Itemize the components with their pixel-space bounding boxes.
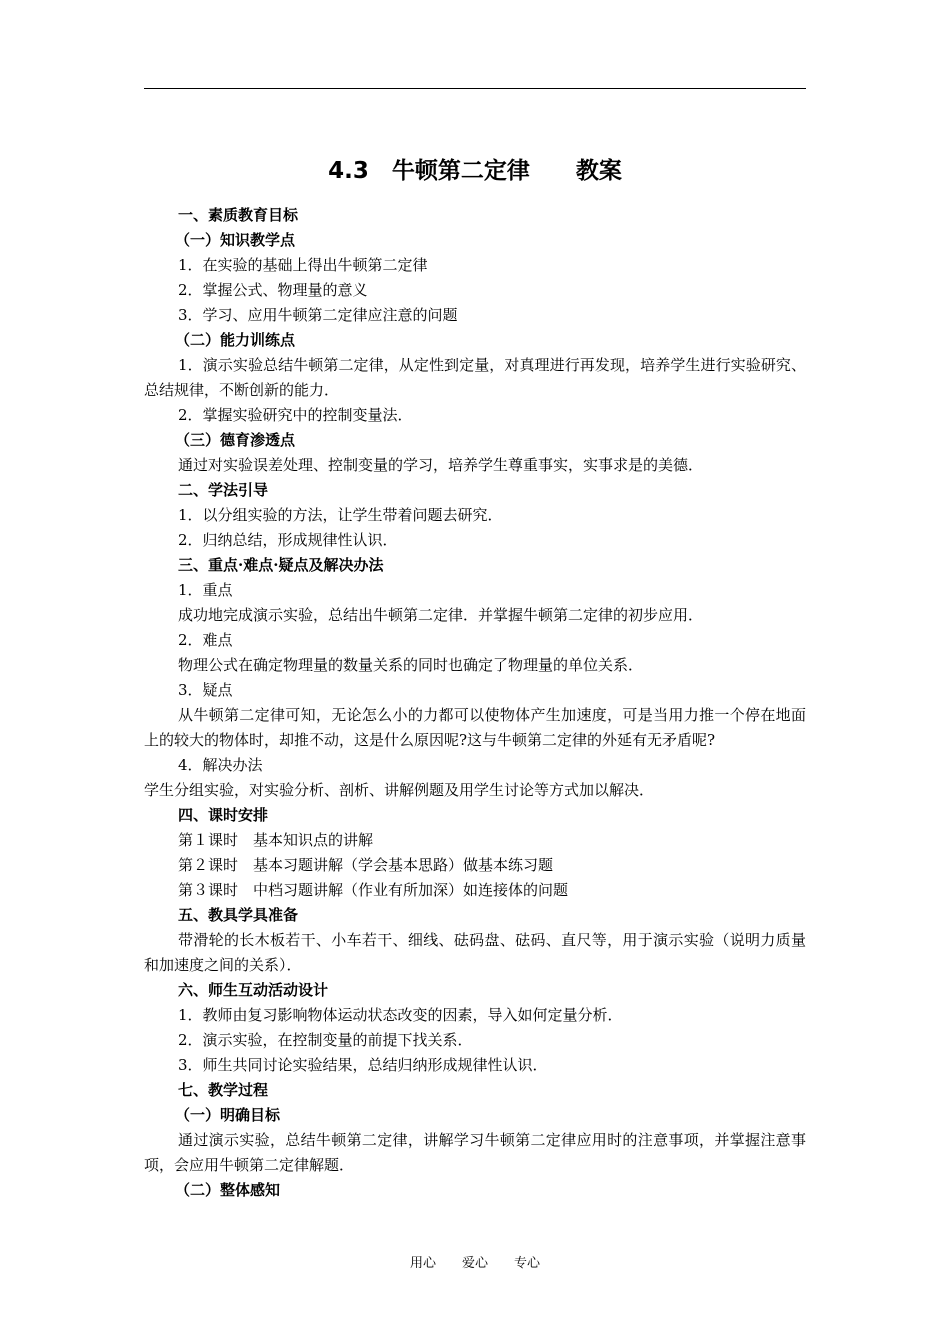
list-item: 2．掌握公式、物理量的意义 [178, 281, 368, 299]
section-heading: 二、学法引导 [178, 481, 269, 499]
document-body [144, 203, 806, 1203]
section-heading: 七、教学过程 [178, 1081, 269, 1099]
list-item: 第１课时 基本知识点的讲解 [178, 831, 374, 849]
list-item: 3．师生共同讨论实验结果，总结归纳形成规律性认识． [178, 1056, 548, 1074]
paragraph: 通过对实验误差处理、控制变量的学习，培养学生尊重事实，实事求是的美德． [178, 456, 704, 474]
paragraph: 学生分组实验，对实验分析、剖析、讲解例题及用学生讨论等方式加以解决． [144, 781, 655, 799]
list-item: 第３课时 中档习题讲解（作业有所加深）如连接体的问题 [178, 881, 569, 899]
page-footer: 用心 爱心 专心 [409, 1256, 540, 1271]
paragraph: 通过演示实验，总结牛顿第二定律，讲解学习牛顿第二定律应用时的注意事项，并掌握注意事项，会应用牛顿第二定律解题． [144, 1131, 806, 1174]
item-label: 3．疑点 [178, 681, 233, 699]
paragraph: 物理公式在确定物理量的数量关系的同时也确定了物理量的单位关系． [178, 656, 644, 674]
document-title: 4.3 牛顿第二定律 教案 [328, 158, 622, 184]
list-item: 2．归纳总结，形成规律性认识． [178, 531, 398, 549]
header-rule [144, 88, 806, 89]
subsection-heading: （一）知识教学点 [175, 231, 296, 249]
section-heading: 三、重点·难点·疑点及解决办法 [178, 556, 384, 574]
subsection-heading: （二）能力训练点 [175, 331, 296, 349]
list-item: 3．学习、应用牛顿第二定律应注意的问题 [178, 306, 458, 324]
section-heading: 四、课时安排 [178, 806, 269, 824]
subsection-heading: （二）整体感知 [175, 1181, 281, 1199]
section-heading: 五、教具学具准备 [178, 906, 299, 924]
list-item: 2．演示实验，在控制变量的前提下找关系． [178, 1031, 473, 1049]
paragraph: 1．演示实验总结牛顿第二定律，从定性到定量，对真理进行再发现，培养学生进行实验研究、总结规律，不断创新的能力． [144, 356, 806, 399]
section-heading: 六、师生互动活动设计 [178, 981, 329, 999]
subsection-heading: （三）德育渗透点 [175, 431, 296, 449]
subsection-heading: （一）明确目标 [175, 1106, 281, 1124]
list-item: 1．教师由复习影响物体运动状态改变的因素，导入如何定量分析． [178, 1006, 623, 1024]
paragraph: 成功地完成演示实验，总结出牛顿第二定律．并掌握牛顿第二定律的初步应用． [178, 606, 704, 624]
item-label: 2．难点 [178, 631, 233, 649]
paragraph: 带滑轮的长木板若干、小车若干、细线、砝码盘、砝码、直尺等，用于演示实验（说明力质量和加速度之间的关系）． [144, 931, 806, 974]
item-label: 4．解决办法 [178, 756, 263, 774]
list-item: 1．以分组实验的方法，让学生带着问题去研究． [178, 506, 503, 524]
list-item: 第２课时 基本习题讲解（学会基本思路）做基本练习题 [178, 856, 554, 874]
item-label: 1．重点 [178, 581, 233, 599]
list-item: 1．在实验的基础上得出牛顿第二定律 [178, 256, 428, 274]
section-heading: 一、素质教育目标 [178, 206, 299, 224]
list-item: 2．掌握实验研究中的控制变量法． [178, 406, 413, 424]
paragraph: 从牛顿第二定律可知，无论怎么小的力都可以使物体产生加速度，可是当用力推一个停在地面上的较大的物体时，却推不动，这是什么原因呢?这与牛顿第二定律的外延有无矛盾呢? [144, 706, 806, 749]
